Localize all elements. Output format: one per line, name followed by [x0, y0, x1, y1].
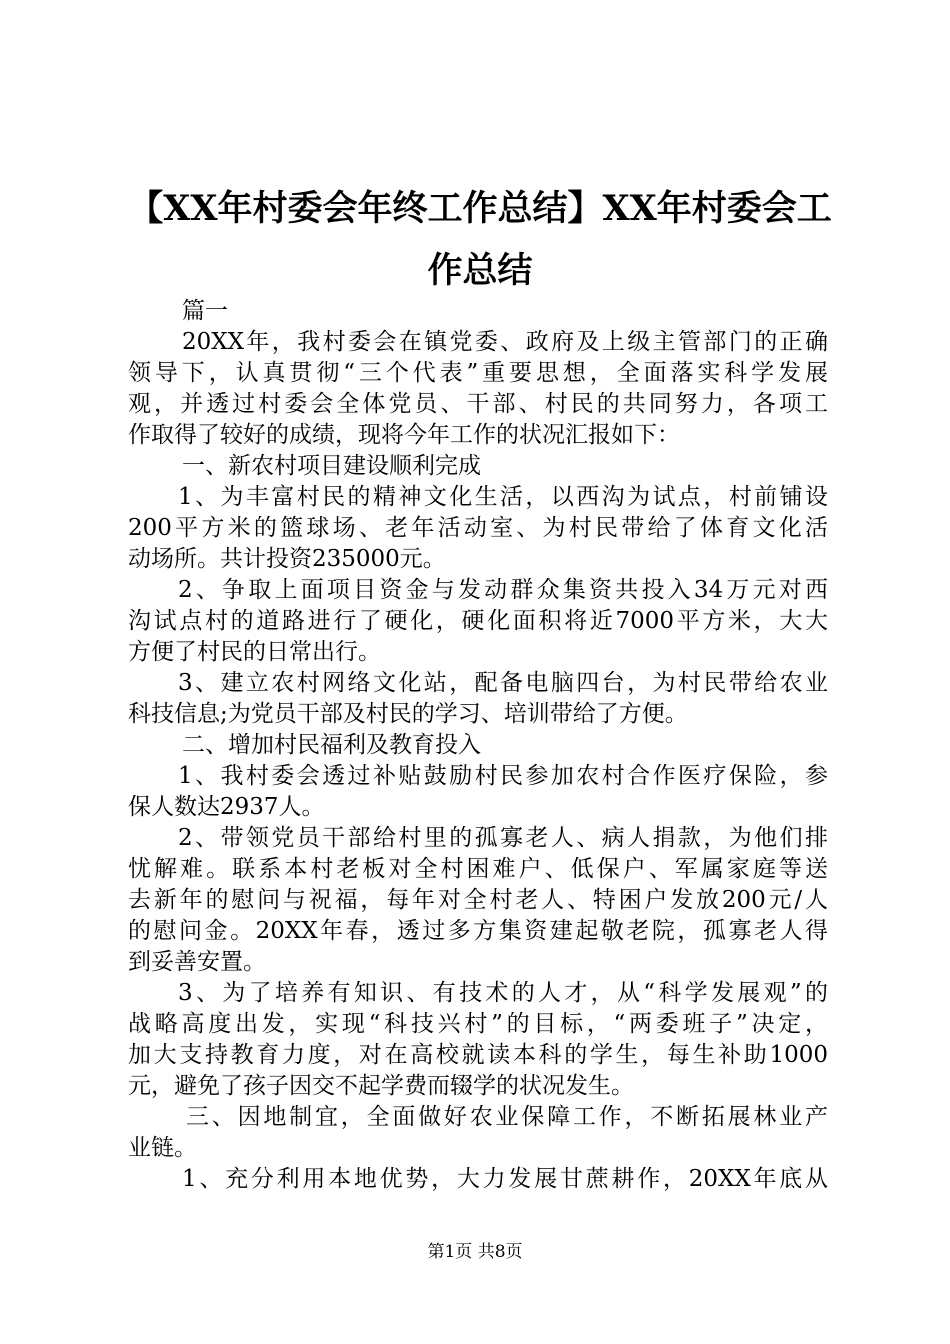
paragraph-line: 领导下，认真贯彻“三个代表”重要思想，全面落实科学发展 [128, 360, 828, 386]
paragraph-line: 去新年的慰问与祝福，每年对全村老人、特困户发放200元/人 [128, 887, 828, 913]
paragraph-line: 3、建立农村网络文化站，配备电脑四台，为村民带给农业 [178, 670, 828, 696]
paragraph-line: 方便了村民的日常出行。 [128, 639, 381, 665]
paragraph-line: 1、为丰富村民的精神文化生活，以西沟为试点，村前铺设 [178, 484, 828, 510]
paragraph-line: 加大支持教育力度，对在高校就读本科的学生，每生补助1000 [128, 1042, 828, 1068]
paragraph-line: 3、为了培养有知识、有技术的人才，从“科学发展观”的 [178, 980, 828, 1006]
paragraph-line: 的慰问金。20XX年春，透过多方集资建起敬老院，孤寡老人得 [128, 918, 828, 944]
document-title [100, 178, 860, 302]
paragraph-line: 保人数达2937人。 [128, 794, 325, 820]
title-line: 作总结 [427, 250, 533, 291]
paragraph-line: 忧解难。联系本村老板对全村困难户、低保户、军属家庭等送 [128, 856, 828, 882]
section-heading: 二、增加村民福利及教育投入 [182, 732, 481, 758]
paragraph-line: 200平方米的篮球场、老年活动室、为村民带给了体育文化活 [128, 515, 828, 541]
paragraph-line: 1、充分利用本地优势，大力发展甘蔗耕作，20XX年底从 [182, 1166, 828, 1192]
paragraph-line: 到妥善安置。 [128, 949, 266, 975]
paragraph-line: 2、争取上面项目资金与发动群众集资共投入34万元对西 [178, 577, 828, 603]
paragraph-line: 20XX年，我村委会在镇党委、政府及上级主管部门的正确 [182, 329, 828, 355]
paragraph-line: 科技信息;为党员干部及村民的学习、培训带给了方便。 [128, 701, 688, 727]
section-heading-continued: 业链。 [128, 1135, 197, 1161]
section-heading: 一、新农村项目建设顺利完成 [182, 453, 481, 479]
paragraph-line: 战略高度出发，实现“科技兴村”的目标，“两委班子”决定， [128, 1011, 828, 1037]
paragraph-line: 2、带领党员干部给村里的孤寡老人、病人捐款，为他们排 [178, 825, 828, 851]
section-heading: 三、因地制宜，全面做好农业保障工作，不断拓展林业产 [186, 1104, 828, 1130]
page-number-footer: 第1页 共8页 [427, 1242, 523, 1262]
paragraph-line: 动场所。共计投资235000元。 [128, 546, 446, 572]
paragraph-line: 观，并透过村委会全体党员、干部、村民的共同努力，各项工 [128, 391, 828, 417]
section-label: 篇一 [182, 298, 228, 324]
paragraph-line: 元，避免了孩子因交不起学费而辍学的状况发生。 [128, 1073, 634, 1099]
paragraph-line: 作取得了较好的成绩，现将今年工作的状况汇报如下： [128, 422, 680, 448]
title-line: 【XX年村委会年终工作总结】XX年村委会工 [128, 188, 832, 229]
paragraph-line: 沟试点村的道路进行了硬化，硬化面积将近7000平方米，大大 [128, 608, 828, 634]
paragraph-line: 1、我村委会透过补贴鼓励村民参加农村合作医疗保险，参 [178, 763, 828, 789]
document-body [128, 296, 828, 1195]
